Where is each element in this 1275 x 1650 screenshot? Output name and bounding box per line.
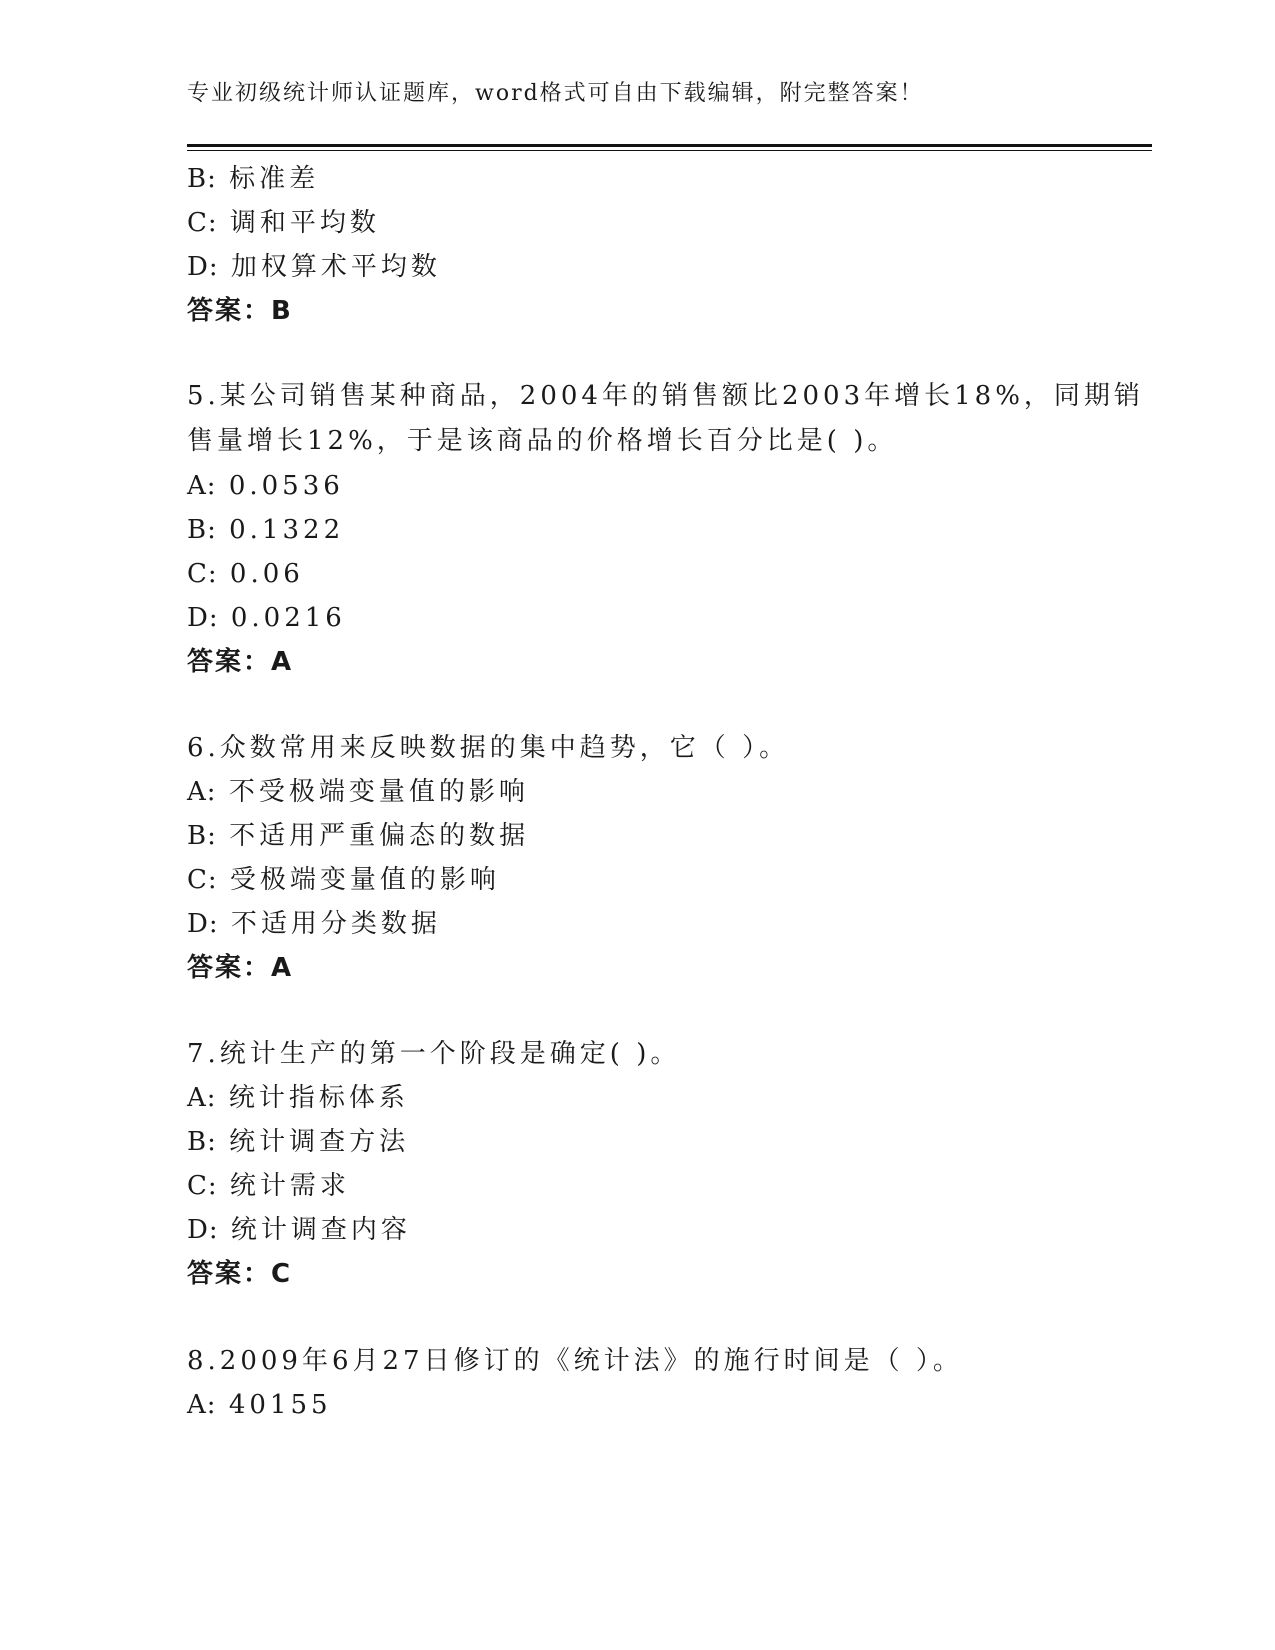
- q7-option-c: C: 统计需求: [187, 1171, 350, 1201]
- q6-stem: 6.众数常用来反映数据的集中趋势，它（ ）。: [187, 733, 790, 763]
- q6-answer: 答案：A: [187, 953, 294, 983]
- q4-option-d: D: 加权算术平均数: [187, 252, 441, 282]
- q7-stem: 7.统计生产的第一个阶段是确定( )。: [187, 1039, 681, 1069]
- q5-stem-line1: 5.某公司销售某种商品，2004年的销售额比2003年增长18%，同期销: [187, 381, 1144, 411]
- page-header: 专业初级统计师认证题库，word格式可自由下载编辑，附完整答案！: [187, 81, 924, 106]
- q7-answer: 答案：C: [187, 1259, 293, 1289]
- q5-option-d: D: 0.0216: [187, 603, 346, 633]
- q4-option-b: B: 标准差: [187, 164, 320, 194]
- q5-option-a: A: 0.0536: [187, 471, 344, 501]
- q8-option-a: A: 40155: [187, 1390, 332, 1420]
- q6-option-d: D: 不适用分类数据: [187, 909, 441, 939]
- q4-option-c: C: 调和平均数: [187, 208, 380, 238]
- q6-option-a: A: 不受极端变量值的影响: [187, 777, 529, 807]
- q5-stem-line2: 售量增长12%，于是该商品的价格增长百分比是( )。: [187, 426, 898, 456]
- header-rule-thin: [187, 150, 1152, 151]
- q5-answer: 答案：A: [187, 647, 294, 677]
- q7-option-b: B: 统计调查方法: [187, 1127, 410, 1157]
- q5-option-c: C: 0.06: [187, 559, 304, 589]
- q8-stem: 8.2009年6月27日修订的《统计法》的施行时间是（ ）。: [187, 1346, 963, 1376]
- q6-option-c: C: 受极端变量值的影响: [187, 865, 500, 895]
- q6-option-b: B: 不适用严重偏态的数据: [187, 821, 530, 851]
- q7-option-d: D: 统计调查内容: [187, 1215, 411, 1245]
- header-rule-thick: [187, 144, 1152, 147]
- q4-answer: 答案：B: [187, 296, 293, 326]
- q7-option-a: A: 统计指标体系: [187, 1083, 409, 1113]
- q5-option-b: B: 0.1322: [187, 515, 345, 545]
